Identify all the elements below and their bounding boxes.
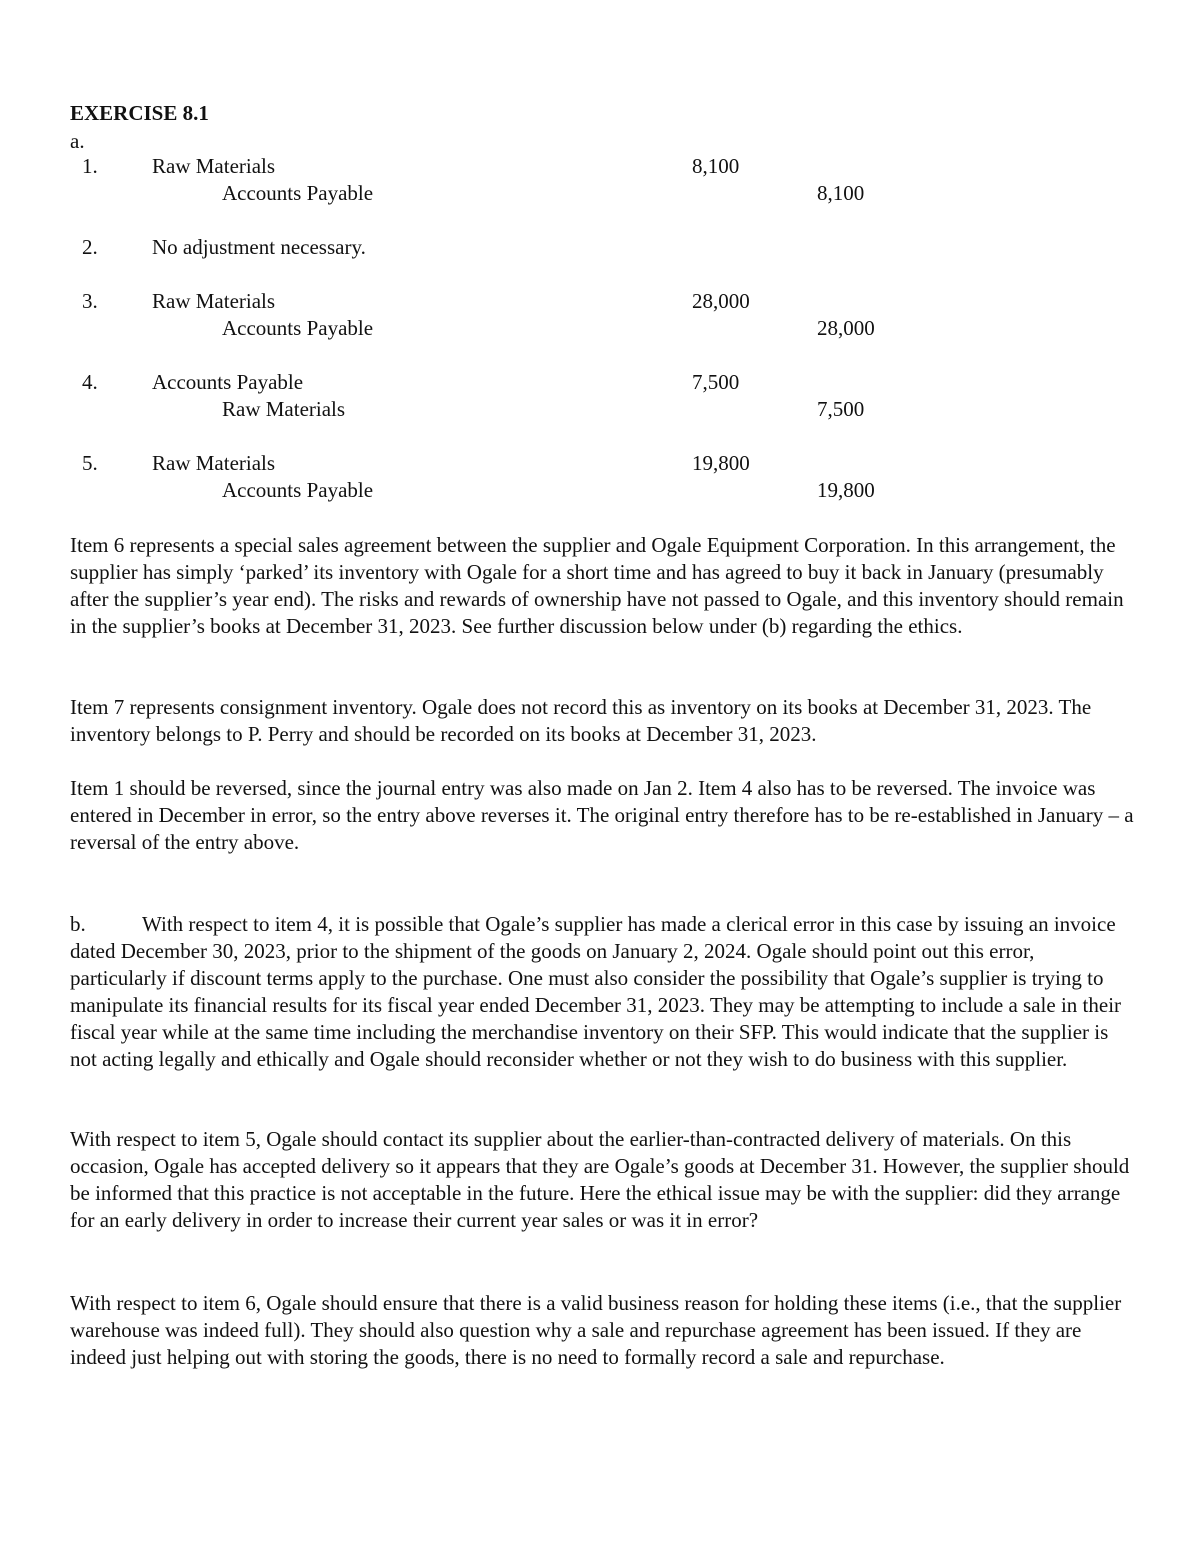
paragraph-b-item-4-text: With respect to item 4, it is possible that Ogale’s supplier has made a clerical error in this case by issuing an invoice dated December 30, 2023, prior to the shipment of the goods on January 2, 2024. Ogale should point out this error, particularly if discount terms apply to the purchase. One must also consider the possibility that Ogale’s supplier is trying to manipulate its financial results for its fiscal year ended December 31, 2023. They may be attempting to include a sale in their fiscal year while at the same time including the merchandise inventory on their SFP. This would indicate that the supplier is not acting legally and ethically and Ogale should reconsider whether or not they wish to do business with this supplier.: [70, 912, 1122, 1071]
debit-line: [70, 369, 970, 396]
paragraph-b-item-5: With respect to item 5, Ogale should contact its supplier about the earlier-than-contracted delivery of materials. On this occasion, Ogale has accepted delivery so it appears that they are Ogale’s goods at December 31. However, the supplier should be informed that this practice is not acceptable in the future. Here the ethical issue may be with the supplier: did they arrange for an early delivery in order to increase their current year sales or was it in error?: [70, 1127, 1130, 1232]
credit-line: [70, 315, 970, 342]
credit-line: [70, 180, 970, 207]
debit-account: Raw Materials: [152, 289, 276, 313]
part-a-label: a.: [70, 129, 85, 153]
entry-number: 2.: [82, 235, 98, 259]
note-line: [70, 234, 970, 261]
credit-amount: 8,100: [817, 181, 865, 205]
entry-number: 3.: [82, 289, 98, 313]
paragraph-item-6: Item 6 represents a special sales agreement between the supplier and Ogale Equipment Corporation. In this arrangement, the supplier has simply ‘parked’ its inventory with Ogale for a short time and has agreed to buy it back in January (presumably after the supplier’s year end). The risks and rewards of ownership have not passed to Ogale, and this inventory should remain in the supplier’s books at December 31, 2023. See further discussion below under (b) regarding the ethics.: [70, 533, 1124, 638]
paragraph-item-7: Item 7 represents consignment inventory. Ogale does not record this as inventory on its books at December 31, 2023. The inventory belongs to P. Perry and should be recorded on its books at December 31, 2023.: [70, 695, 1092, 746]
entry-number: 5.: [82, 451, 98, 475]
debit-account: Raw Materials: [152, 154, 276, 178]
journal-entry-1: [70, 153, 970, 207]
credit-account: Accounts Payable: [222, 181, 374, 205]
debit-amount: 7,500: [692, 370, 740, 394]
credit-amount: 28,000: [817, 316, 875, 340]
credit-account: Raw Materials: [222, 397, 346, 421]
journal-entries: [70, 153, 970, 531]
debit-amount: 19,800: [692, 451, 750, 475]
credit-line: [70, 477, 970, 504]
journal-entry-5: [70, 450, 970, 504]
debit-account: Raw Materials: [152, 451, 276, 475]
debit-amount: 8,100: [692, 154, 740, 178]
paragraph-b-item-4: [70, 911, 1135, 1073]
entry-number: 4.: [82, 370, 98, 394]
credit-account: Accounts Payable: [222, 478, 374, 502]
exercise-title: EXERCISE 8.1: [70, 101, 209, 125]
debit-line: [70, 153, 970, 180]
paragraph-b-item-6: With respect to item 6, Ogale should ensure that there is a valid business reason for holding these items (i.e., that the supplier warehouse was indeed full). They should also question why a sale and repurchase agreement has been issued. If they are indeed just helping out with storing the goods, there is no need to formally record a sale and repurchase.: [70, 1291, 1122, 1369]
journal-entry-3: [70, 288, 970, 342]
debit-line: [70, 288, 970, 315]
credit-line: [70, 396, 970, 423]
part-b-label: b.: [70, 912, 86, 936]
journal-entry-4: [70, 369, 970, 423]
debit-line: [70, 450, 970, 477]
debit-amount: 28,000: [692, 289, 750, 313]
credit-amount: 19,800: [817, 478, 875, 502]
journal-entry-2: [70, 234, 970, 261]
entry-number: 1.: [82, 154, 98, 178]
credit-account: Accounts Payable: [222, 316, 374, 340]
entry-note: No adjustment necessary.: [152, 235, 366, 259]
paragraph-reversals: Item 1 should be reversed, since the journal entry was also made on Jan 2. Item 4 also has to be reversed. The invoice was entered in December in error, so the entry above reverses it. The original entry therefore has to be re-established in January – a reversal of the entry above.: [70, 776, 1134, 854]
debit-account: Accounts Payable: [152, 370, 304, 394]
credit-amount: 7,500: [817, 397, 865, 421]
